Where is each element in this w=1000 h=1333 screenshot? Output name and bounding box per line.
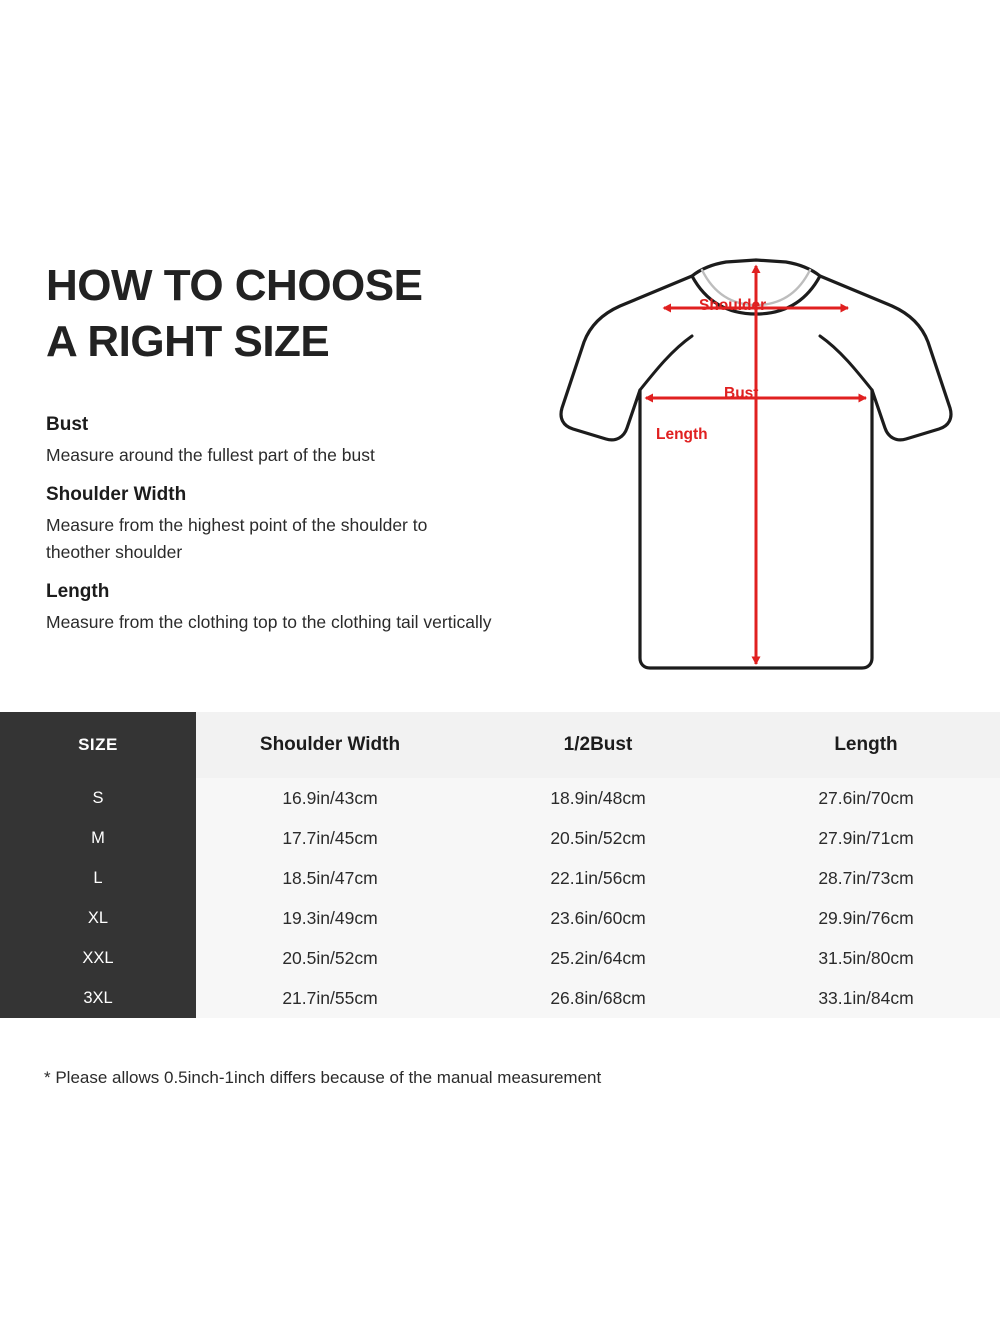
cell-size: L xyxy=(0,858,196,898)
cell-size: 3XL xyxy=(0,978,196,1018)
measurement-disclaimer: * Please allows 0.5inch-1inch differs because of the manual measurement xyxy=(44,1068,602,1087)
definition-length xyxy=(46,581,496,635)
cell-size: XL xyxy=(0,898,196,938)
table-row xyxy=(0,818,1000,858)
cell-shoulder-width: 17.7in/45cm xyxy=(196,818,464,858)
cell-shoulder-width: 19.3in/49cm xyxy=(196,898,464,938)
measurement-definitions xyxy=(46,414,496,651)
definition-term: Shoulder Width xyxy=(46,484,187,506)
definition-description: Measure from the clothing top to the clothing tail vertically xyxy=(46,611,492,632)
cell-shoulder-width: 20.5in/52cm xyxy=(196,938,464,978)
table-row xyxy=(0,858,1000,898)
size-table-area xyxy=(0,712,1000,1032)
cell-shoulder-width: 21.7in/55cm xyxy=(196,978,464,1018)
definition-bust xyxy=(46,414,496,468)
table-header-row xyxy=(0,712,1000,778)
cell-length: 33.1in/84cm xyxy=(732,978,1000,1018)
cell-half-bust: 22.1in/56cm xyxy=(464,858,732,898)
cell-length: 27.9in/71cm xyxy=(732,818,1000,858)
definition-description: Measure from the highest point of the shoulder to theother shoulder xyxy=(46,515,428,562)
length-measure-label: Length xyxy=(656,426,708,443)
cell-length: 29.9in/76cm xyxy=(732,898,1000,938)
cell-shoulder-width: 16.9in/43cm xyxy=(196,778,464,818)
cell-length: 28.7in/73cm xyxy=(732,858,1000,898)
table-header-half-bust: 1/2Bust xyxy=(464,712,732,778)
cell-size: S xyxy=(0,778,196,818)
table-header-length: Length xyxy=(732,712,1000,778)
definition-shoulder-width xyxy=(46,484,496,565)
cell-half-bust: 18.9in/48cm xyxy=(464,778,732,818)
table-row xyxy=(0,898,1000,938)
page-title-line-1: HOW TO CHOOSE xyxy=(46,261,423,310)
cell-shoulder-width: 18.5in/47cm xyxy=(196,858,464,898)
cell-half-bust: 20.5in/52cm xyxy=(464,818,732,858)
cell-size: XXL xyxy=(0,938,196,978)
definition-description: Measure around the fullest part of the bust xyxy=(46,445,375,465)
definition-term: Bust xyxy=(46,414,89,435)
cell-length: 31.5in/80cm xyxy=(732,938,1000,978)
cell-size: M xyxy=(0,818,196,858)
definition-term: Length xyxy=(46,580,110,602)
page-title-line-2: A RIGHT SIZE xyxy=(46,316,330,366)
cell-half-bust: 26.8in/68cm xyxy=(464,978,732,1018)
table-row xyxy=(0,778,1000,818)
table-row xyxy=(0,938,1000,978)
size-table xyxy=(0,712,1000,1018)
table-header-shoulder-width: Shoulder Width xyxy=(196,712,464,778)
bust-measure-label: Bust xyxy=(724,385,759,402)
cell-half-bust: 25.2in/64cm xyxy=(464,938,732,978)
table-header-size: SIZE xyxy=(0,712,196,778)
cell-length: 27.6in/70cm xyxy=(732,778,1000,818)
cell-half-bust: 23.6in/60cm xyxy=(464,898,732,938)
tshirt-diagram xyxy=(506,240,976,690)
shoulder-measure-label: Shoulder xyxy=(699,297,767,314)
page-title xyxy=(46,258,516,370)
table-row xyxy=(0,978,1000,1018)
